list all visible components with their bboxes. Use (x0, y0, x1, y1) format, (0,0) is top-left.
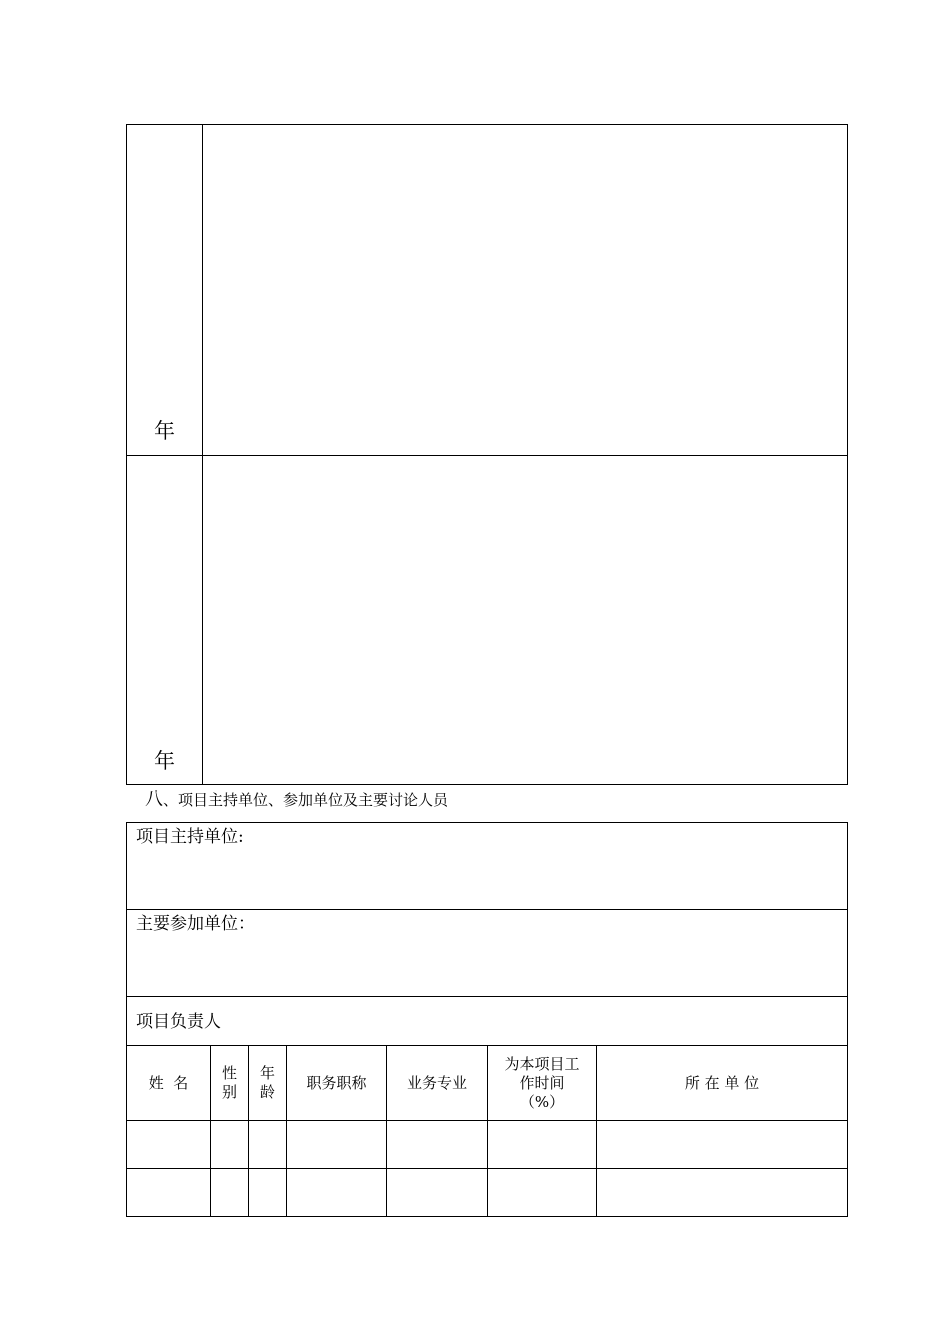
header-unit (597, 1046, 847, 1120)
row1-worktime-cell[interactable] (488, 1121, 596, 1168)
header-gender-text-1: 性 (221, 1064, 237, 1082)
header-name (127, 1046, 210, 1120)
header-title (287, 1046, 386, 1120)
unit-table (126, 822, 848, 1217)
header-age-text-2: 龄 (259, 1083, 275, 1101)
header-name-text: 姓 名 (148, 1073, 189, 1092)
row2-age-cell[interactable] (249, 1169, 286, 1216)
section-title-text: 、项目主持单位、参加单位及主要讨论人员 (163, 791, 449, 809)
year-label-2: 年 (154, 749, 175, 773)
row2-name-cell[interactable] (127, 1169, 210, 1216)
year-content-cell-1[interactable] (203, 125, 847, 455)
row1-age-cell[interactable] (249, 1121, 286, 1168)
header-title-text: 职务职称 (306, 1073, 367, 1092)
row2-specialty-cell[interactable] (387, 1169, 487, 1216)
header-unit-text: 所 在 单 位 (684, 1073, 760, 1092)
header-age-text-1: 年 (259, 1064, 275, 1082)
row1-unit-cell[interactable] (597, 1121, 847, 1168)
row1-title-cell[interactable] (287, 1121, 386, 1168)
year-table (126, 124, 848, 785)
header-age (249, 1046, 286, 1120)
row-divider (127, 996, 847, 997)
row2-title-cell[interactable] (287, 1169, 386, 1216)
project-leader-label: 项目负责人 (136, 1012, 221, 1032)
year-label-1: 年 (154, 419, 175, 443)
main-participating-field[interactable] (127, 936, 847, 996)
row1-gender-cell[interactable] (211, 1121, 248, 1168)
section-heading (145, 790, 448, 810)
header-specialty-text: 业务专业 (406, 1073, 467, 1092)
header-worktime (488, 1046, 596, 1120)
row2-unit-cell[interactable] (597, 1169, 847, 1216)
year-content-cell-2[interactable] (203, 456, 847, 784)
host-unit-label: 项目主持单位: (136, 827, 244, 847)
header-worktime-text-3: （%） (519, 1092, 565, 1111)
header-worktime-text-2: 作时间 (519, 1073, 565, 1092)
header-gender-text-2: 别 (221, 1083, 237, 1101)
header-specialty (387, 1046, 487, 1120)
header-gender (211, 1046, 248, 1120)
row2-worktime-cell[interactable] (488, 1169, 596, 1216)
section-number: 八 (145, 789, 163, 810)
row2-gender-cell[interactable] (211, 1169, 248, 1216)
row1-name-cell[interactable] (127, 1121, 210, 1168)
host-unit-field[interactable] (127, 849, 847, 909)
header-worktime-text-1: 为本项目工 (504, 1054, 580, 1073)
main-participating-label: 主要参加单位： (136, 914, 255, 934)
row-divider (127, 909, 847, 910)
row1-specialty-cell[interactable] (387, 1121, 487, 1168)
